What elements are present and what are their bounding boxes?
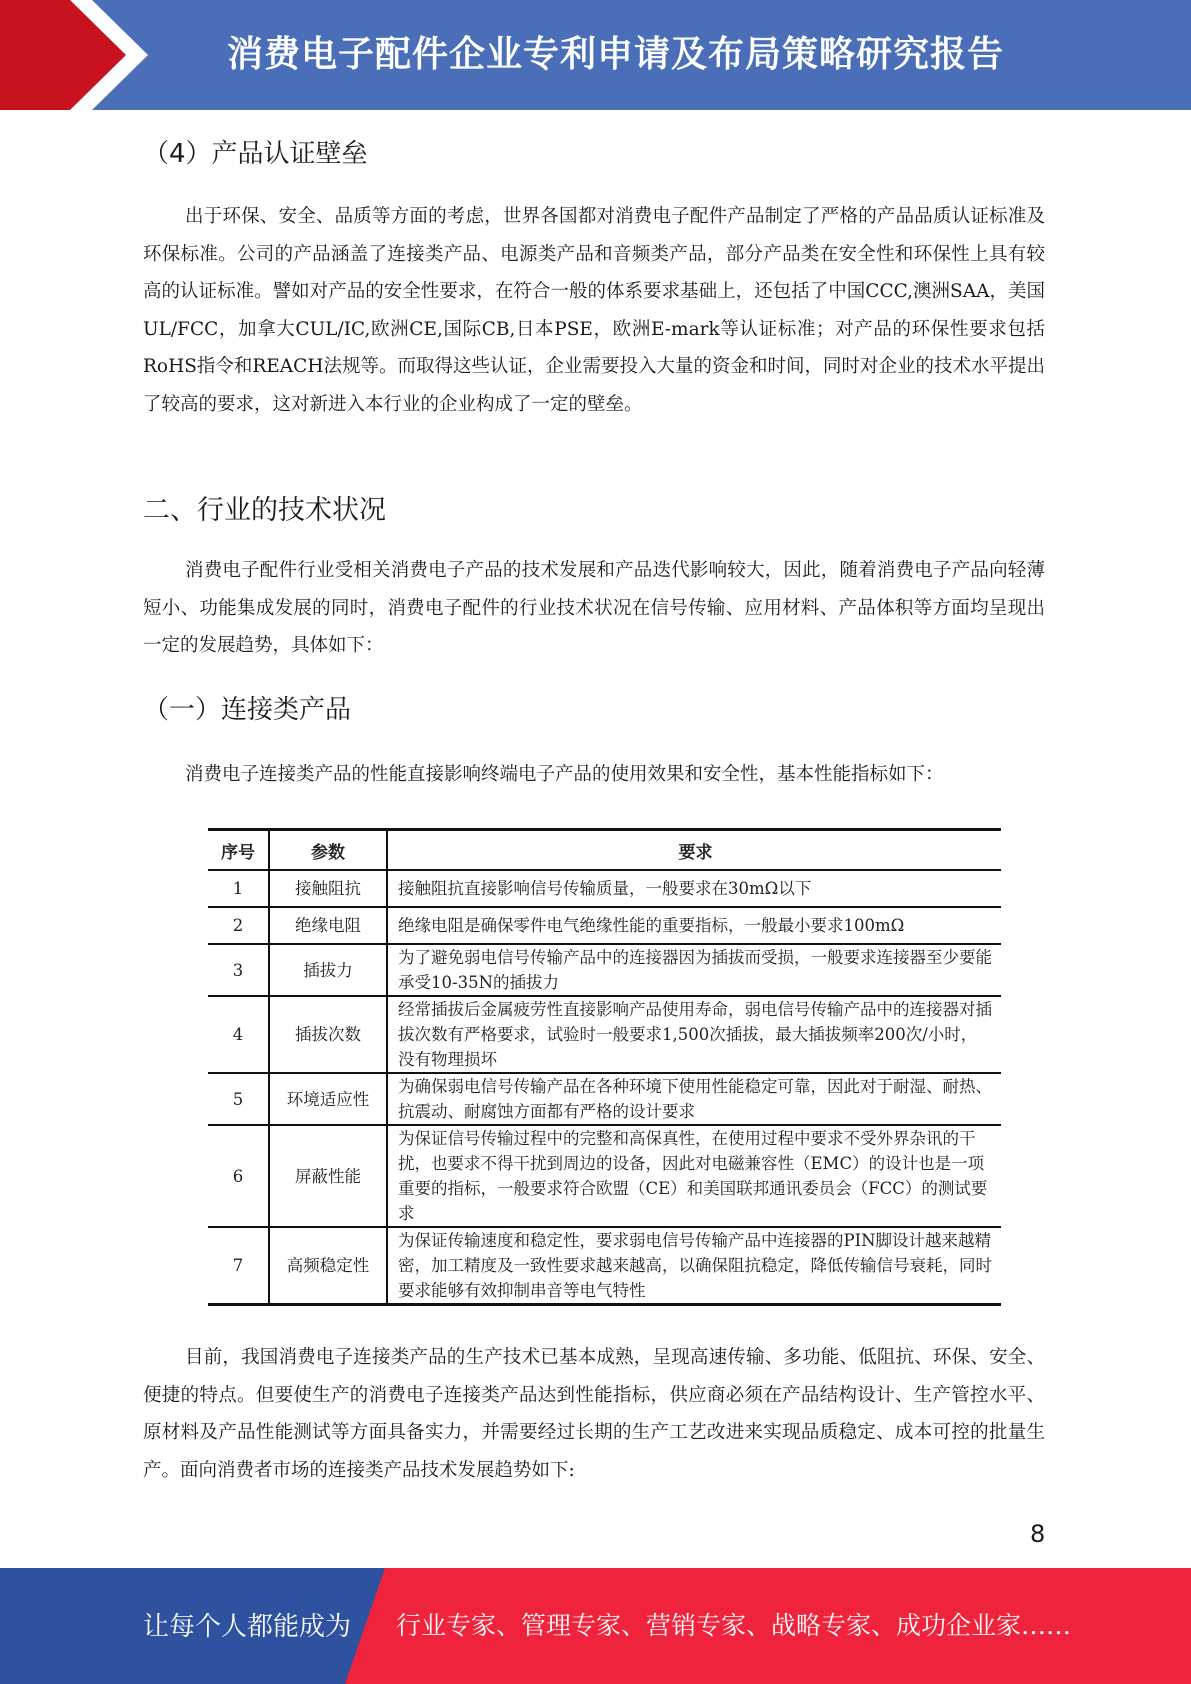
table-cell-req: 为保证传输速度和稳定性，要求弱电信号传输产品中连接器的PIN脚设计越来越精密，加工精度及一致性要求越来越高，以确保阻抗稳定，降低传输信号衰耗，同时要求能够有效抑制串音等电气特性: [387, 1227, 1001, 1305]
table-cell-req: 经常插拔后金属疲劳性直接影响产品使用寿命，弱电信号传输产品中的连接器对插拔次数有严格要求，试验时一般要求1,500次插拔，最大插拔频率200次/小时，没有物理损坏: [387, 996, 1001, 1073]
table-cell-req: 接触阻抗直接影响信号传输质量，一般要求在30mΩ以下: [387, 870, 1001, 907]
table-cell-req: 为了避免弱电信号传输产品中的连接器因为插拔而受损，一般要求连接器至少要能承受10-35N的插拔力: [387, 944, 1001, 996]
table-cell-no: 2: [208, 907, 269, 944]
table-cell-req: 为保证信号传输过程中的完整和高保真性，在使用过程中要求不受外界杂讯的干扰，也要求不得干扰到周边的设备，因此对电磁兼容性（EMC）的设计也是一项重要的指标，一般要求符合欧盟（CE）和美国联邦通讯委员会（FCC）的测试要求: [387, 1125, 1001, 1227]
table-cell-no: 3: [208, 944, 269, 996]
table-cell-no: 7: [208, 1227, 269, 1305]
table-row: [208, 907, 1001, 944]
table-row: [208, 944, 1001, 996]
paragraph-connector-intro: 消费电子连接类产品的性能直接影响终端电子产品的使用效果和安全性，基本性能指标如下：: [185, 764, 944, 785]
table-row: [208, 996, 1001, 1073]
table-cell-req: 绝缘电阻是确保零件电气绝缘性能的重要指标，一般最小要求100mΩ: [387, 907, 1001, 944]
table-cell-param: 屏蔽性能: [269, 1125, 387, 1227]
section-heading-tech-status: 二、行业的技术状况: [143, 495, 386, 526]
table-row: [208, 1125, 1001, 1227]
performance-spec-table: [208, 828, 1001, 1306]
table-cell-no: 5: [208, 1073, 269, 1125]
paragraph-certification: 出于环保、安全、品质等方面的考虑，世界各国都对消费电子配件产品制定了严格的产品品质认证标准及环保标准。公司的产品涵盖了连接类产品、电源类产品和音频类产品，部分产品类在安全性和环保性上具有较高的认证标准。譬如对产品的安全性要求，在符合一般的体系要求基础上，还包括了中国CCC,澳洲SAA，美国UL/FCC，加拿大CUL/IC,欧洲CE,国际CB,日本PSE，欧洲E-mark等认证标准；对产品的环保性要求包括RoHS指令和REACH法规等。而取得这些认证，企业需要投入大量的资金和时间，同时对企业的技术水平提出了较高的要求，这对新进入本行业的企业构成了一定的壁垒。: [143, 206, 1045, 415]
table-cell-no: 4: [208, 996, 269, 1073]
report-title: 消费电子配件企业专利申请及布局策略研究报告: [227, 34, 1005, 75]
section-heading-certification: （4）产品认证壁垒: [143, 139, 368, 169]
footer-slogan-right: 行业专家、管理专家、营销专家、战略专家、成功企业家……: [396, 1611, 1072, 1640]
page-header: [0, 0, 1191, 110]
table-cell-no: 6: [208, 1125, 269, 1227]
table-cell-param: 环境适应性: [269, 1073, 387, 1125]
table-header-req: 要求: [387, 830, 1001, 871]
table-cell-param: 插拔力: [269, 944, 387, 996]
table-header-no: 序号: [208, 830, 269, 871]
table-cell-param: 绝缘电阻: [269, 907, 387, 944]
section-heading-connector-products: （一）连接类产品: [143, 695, 352, 725]
table-cell-no: 1: [208, 870, 269, 907]
header-arrow-decoration: [0, 0, 150, 110]
table-cell-param: 接触阻抗: [269, 870, 387, 907]
table-header-row: [208, 830, 1001, 871]
table-header-param: 参数: [269, 830, 387, 871]
table-row: [208, 1227, 1001, 1305]
page-footer: [0, 1568, 1191, 1684]
paragraph-tech-status: 消费电子配件行业受相关消费电子产品的技术发展和产品迭代影响较大，因此，随着消费电子产品向轻薄短小、功能集成发展的同时，消费电子配件的行业技术状况在信号传输、应用材料、产品体积等方面均呈现出一定的发展趋势，具体如下：: [143, 560, 1045, 656]
table-row: [208, 1073, 1001, 1125]
table-cell-req: 为确保弱电信号传输产品在各种环境下使用性能稳定可靠，因此对于耐湿、耐热、抗震动、耐腐蚀方面都有严格的设计要求: [387, 1073, 1001, 1125]
footer-slogan-left: 让每个人都能成为: [143, 1612, 352, 1642]
table-cell-param: 高频稳定性: [269, 1227, 387, 1305]
table-cell-param: 插拔次数: [269, 996, 387, 1073]
page-number: 8: [1030, 1520, 1046, 1548]
table-row: [208, 870, 1001, 907]
paragraph-closing: 目前，我国消费电子连接类产品的生产技术已基本成熟，呈现高速传输、多功能、低阻抗、环保、安全、便捷的特点。但要使生产的消费电子连接类产品达到性能指标，供应商必须在产品结构设计、生产管控水平、原材料及产品性能测试等方面具备实力，并需要经过长期的生产工艺改进来实现品质稳定、成本可控的批量生产。面向消费者市场的连接类产品技术发展趋势如下:: [143, 1347, 1045, 1481]
